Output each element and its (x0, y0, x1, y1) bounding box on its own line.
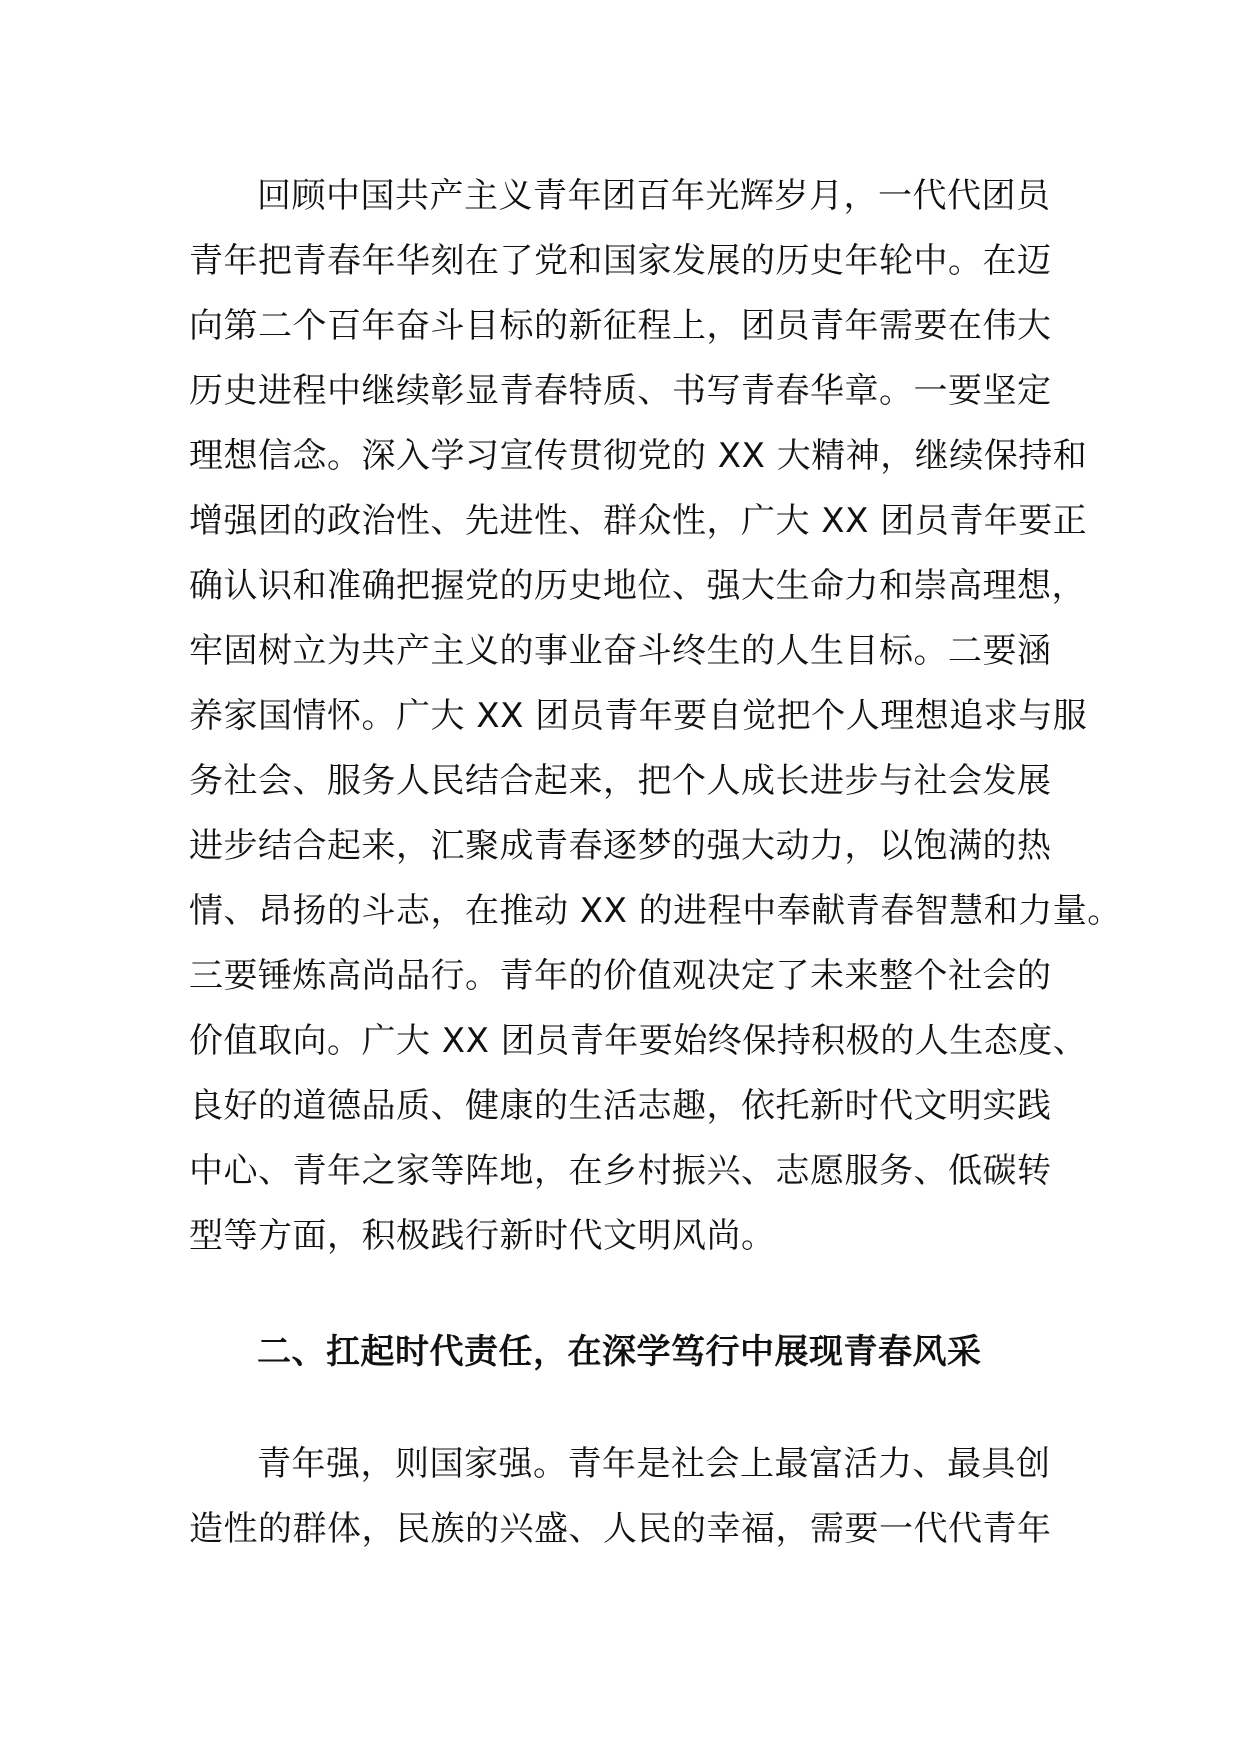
text-line: 青年强，则国家强。青年是社会上最富活力、最具创 (257, 1444, 1051, 1484)
text-line: 向第二个百年奋斗目标的新征程上，团员青年需要在伟大 (189, 306, 1052, 346)
section-heading: 二、扛起时代责任，在深学笃行中展现青春风采 (257, 1332, 982, 1372)
text-line: 务社会、服务人民结合起来，把个人成长进步与社会发展 (189, 761, 1052, 801)
text-line: 中心、青年之家等阵地，在乡村振兴、志愿服务、低碳转 (189, 1151, 1052, 1191)
text-line: 养家国情怀。广大 XX 团员青年要自觉把个人理想追求与服 (189, 696, 1088, 736)
text-line: 价值取向。广大 XX 团员青年要始终保持积极的人生态度、 (189, 1021, 1088, 1061)
text-line: 三要锤炼高尚品行。青年的价值观决定了未来整个社会的 (189, 956, 1052, 996)
body-paragraph-2 (189, 1432, 1052, 1562)
text-line: 确认识和准确把握党的历史地位、强大生命力和崇高理想， (189, 566, 1086, 606)
text-line: 造性的群体，民族的兴盛、人民的幸福，需要一代代青年 (189, 1509, 1052, 1549)
text-line: 型等方面，积极践行新时代文明风尚。 (189, 1216, 776, 1256)
text-line: 牢固树立为共产主义的事业奋斗终生的人生目标。二要涵 (189, 631, 1052, 671)
text-line: 历史进程中继续彰显青春特质、书写青春华章。一要坚定 (189, 371, 1052, 411)
text-line: 进步结合起来，汇聚成青春逐梦的强大动力，以饱满的热 (189, 826, 1052, 866)
text-line: 增强团的政治性、先进性、群众性，广大 XX 团员青年要正 (189, 501, 1088, 541)
text-line: 情、昂扬的斗志，在推动 XX 的进程中奉献青春智慧和力量。 (189, 891, 1122, 931)
text-line: 良好的道德品质、健康的生活志趣，依托新时代文明实践 (189, 1086, 1052, 1126)
text-line: 青年把青春年华刻在了党和国家发展的历史年轮中。在迈 (189, 241, 1052, 281)
text-line: 理想信念。深入学习宣传贯彻党的 XX 大精神，继续保持和 (189, 436, 1088, 476)
text-line: 回顾中国共产主义青年团百年光辉岁月，一代代团员 (257, 176, 1051, 216)
body-paragraph-1 (189, 164, 1122, 1269)
